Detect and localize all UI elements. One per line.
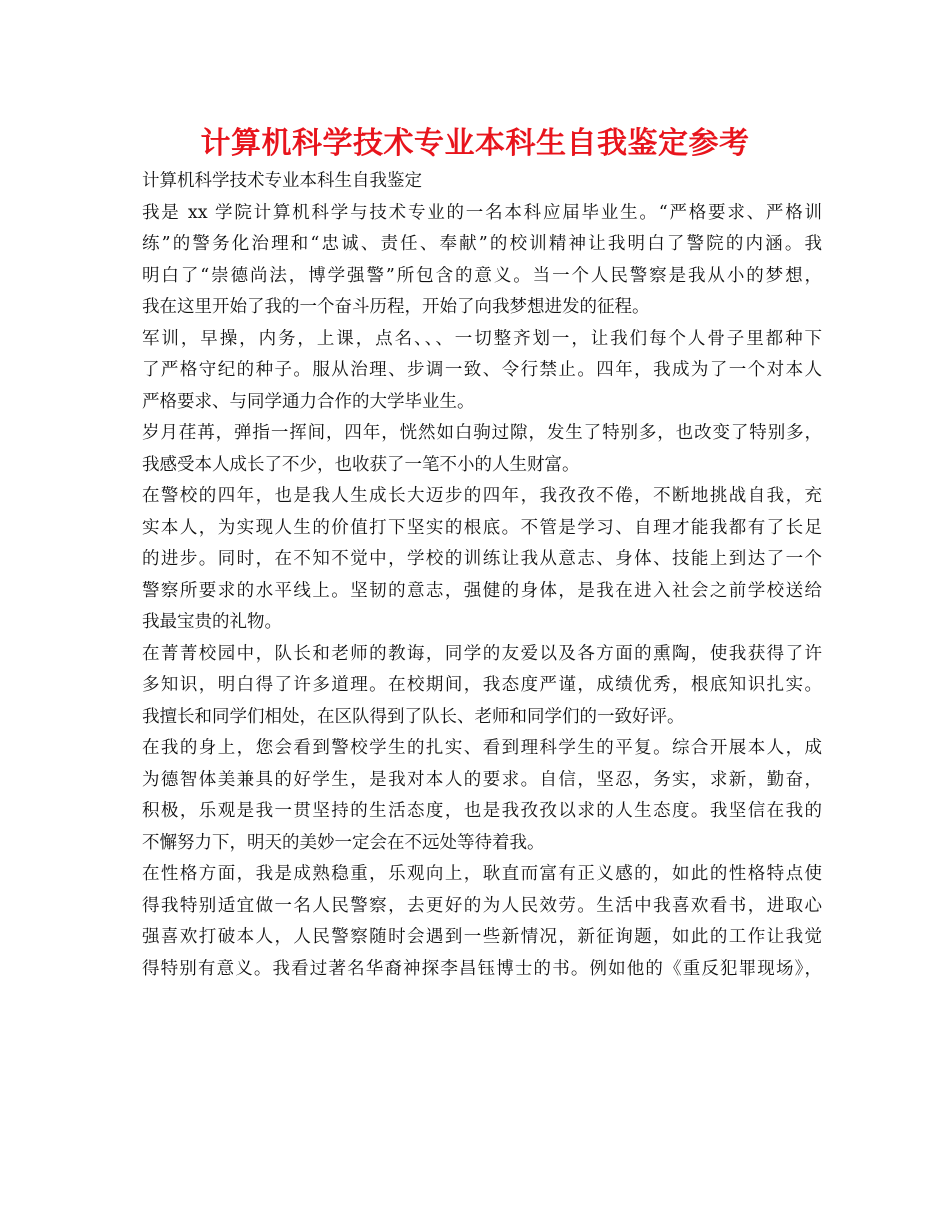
text-line: 我最宝贵的礼物。 [142, 612, 282, 632]
text-line: 练”的警务化治理和“忠诚、责任、奉献”的校训精神让我明白了警院的内涵。我 [142, 234, 822, 254]
text-line: 的进步。同时，在不知不觉中，学校的训练让我从意志、身体、技能上到达了一个 [142, 549, 822, 569]
text-line: 岁月荏苒，弹指一挥间，四年，恍然如白驹过隙，发生了特别多，也改变了特别多， [142, 423, 822, 443]
text-line: 为德智体美兼具的好学生，是我对本人的要求。自信，坚忍，务实，求新，勤奋， [142, 769, 822, 790]
text-line: 警察所要求的水平线上。坚韧的意志，强健的身体，是我在进入社会之前学校送给 [142, 580, 822, 601]
text-line: 在警校的四年，也是我人生成长大迈步的四年，我孜孜不倦，不断地挑战自我，充 [142, 486, 822, 506]
text-line: 强喜欢打破本人，人民警察随时会遇到一些新情况，新征询题，如此的工作让我觉 [142, 927, 822, 947]
text-line: 在菁菁校园中，队长和老师的教诲，同学的友爱以及各方面的熏陶，使我获得了许 [142, 643, 822, 664]
text-line: 多知识，明白得了许多道理。在校期间，我态度严谨，成绩优秀，根底知识扎实。 [142, 675, 822, 695]
text-line: 在我的身上，您会看到警校学生的扎实、看到理科学生的平复。综合开展本人，成 [142, 738, 822, 758]
text-line: 我感受本人成长了不少，也收获了一笔不小的人生财富。 [142, 454, 580, 475]
text-line: 不懈努力下，明天的美妙一定会在不远处等待着我。 [142, 832, 545, 853]
document-title: 计算机科学技术专业本科生自我鉴定参考 [200, 126, 750, 161]
text-line: 在性格方面，我是成熟稳重，乐观向上，耿直而富有正义感的，如此的性格特点使 [142, 864, 822, 884]
document-body [142, 166, 822, 985]
text-line: 得我特别适宜做一名人民警察，去更好的为人民效劳。生活中我喜欢看书，进取心 [142, 895, 822, 916]
text-line: 积极，乐观是我一贯坚持的生活态度，也是我孜孜以求的人生态度。我坚信在我的 [142, 801, 822, 821]
text-line: 明白了“崇德尚法，博学强警”所包含的意义。当一个人民警察是我从小的梦想， [142, 265, 822, 286]
text-line: 计算机科学技术专业本科生自我鉴定 [142, 171, 422, 191]
text-line: 实本人，为实现人生的价值打下坚实的根底。不管是学习、自理才能我都有了长足 [142, 517, 822, 538]
text-line: 我是 xx 学院计算机科学与技术专业的一名本科应届毕业生。“严格要求、严格训 [142, 202, 822, 223]
text-line: 严格要求、与同学通力合作的大学毕业生。 [142, 391, 475, 412]
text-line: 我擅长和同学们相处，在区队得到了队长、老师和同学们的一致好评。 [142, 706, 685, 727]
text-line: 我在这里开始了我的一个奋斗历程，开始了向我梦想进发的征程。 [142, 297, 650, 317]
text-line: 军训，早操，内务，上课，点名、、、一切整齐划一，让我们每个人骨子里都种下 [142, 328, 822, 349]
text-line: 了严格守纪的种子。服从治理、步调一致、令行禁止。四年，我成为了一个对本人 [142, 360, 822, 380]
text-line: 得特别有意义。我看过著名华裔神探李昌钰博士的书。例如他的《重反犯罪现场》， [142, 958, 822, 979]
